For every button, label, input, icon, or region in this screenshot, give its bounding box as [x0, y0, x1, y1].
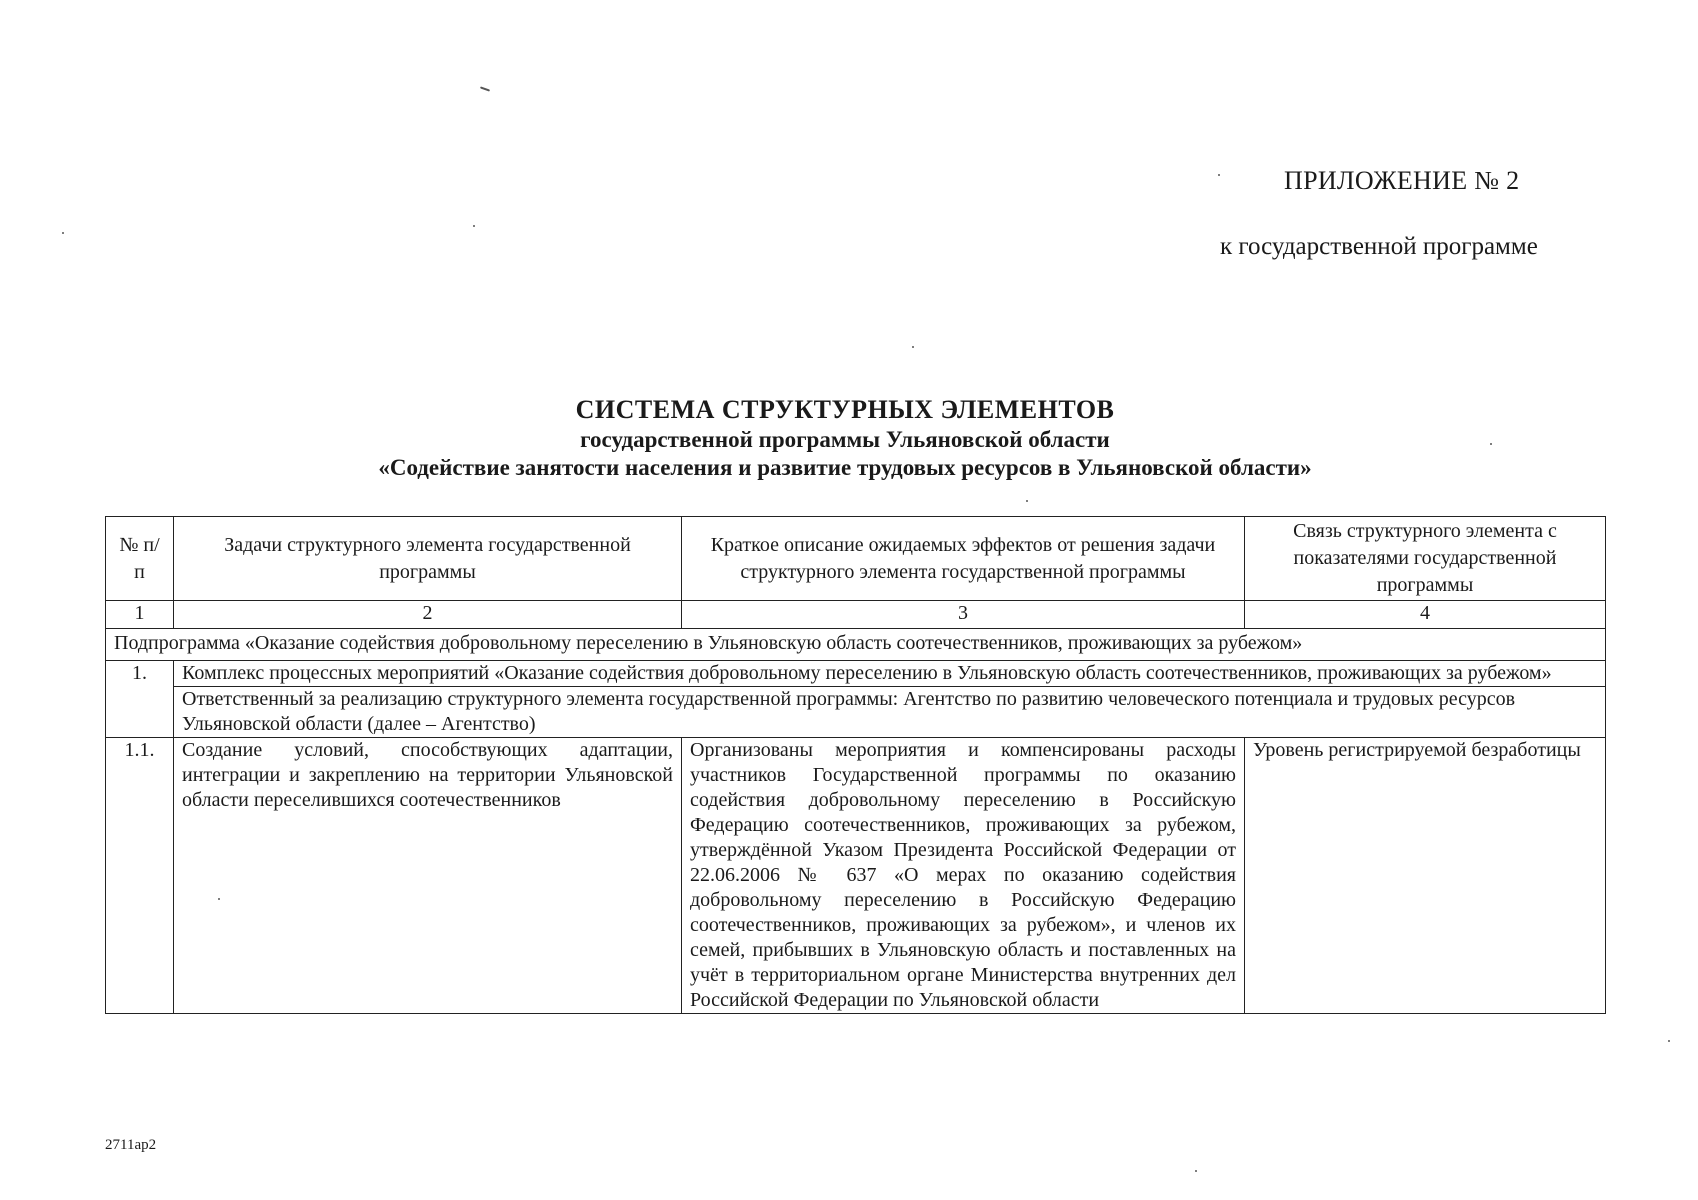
row-indicator: Уровень регистрируемой безработицы: [1245, 738, 1606, 1014]
document-title: [150, 394, 1540, 482]
column-number-4: 4: [1245, 601, 1606, 629]
document-code: 2711ap2: [105, 1137, 157, 1153]
header-tasks: Задачи структурного элемента государственной программы: [174, 517, 682, 601]
row-number: 1.1.: [106, 738, 174, 1014]
table-header-row: [106, 517, 1606, 601]
complex-row: [106, 661, 1606, 687]
complex-title: Комплекс процессных мероприятий «Оказание содействия добровольному переселению в Ульяновскую область соотечественников, проживающих за рубежом»: [174, 661, 1606, 687]
column-number-2: 2: [174, 601, 682, 629]
scan-speck: [1026, 500, 1028, 502]
scan-speck: [1195, 1170, 1197, 1172]
appendix-label: ПРИЛОЖЕНИЕ № 2: [1284, 166, 1520, 195]
appendix-subtitle: к государственной программе: [1220, 233, 1538, 260]
column-number-1: 1: [106, 601, 174, 629]
responsible-text: Ответственный за реализацию структурного элемента государственной программы: Агентство по развитию человеческого потенциала и трудовых ресурсов Ульяновской области (далее – Агентство): [174, 687, 1606, 738]
column-number-row: [106, 601, 1606, 629]
subprogram-title: Подпрограмма «Оказание содействия добровольному переселению в Ульяновскую область соотечественников, проживающих за рубежом»: [106, 629, 1606, 661]
scan-speck: [912, 346, 914, 348]
title-line-1: СИСТЕМА СТРУКТУРНЫХ ЭЛЕМЕНТОВ: [575, 395, 1115, 424]
scan-mark: [480, 86, 490, 91]
header-indicators: Связь структурного элемента с показателями государственной программы: [1245, 517, 1606, 601]
row-effects: Организованы мероприятия и компенсированы расходы участников Государственной программы по оказанию содействия добровольному переселению в Российскую Федерацию соотечественников, проживающих за рубежом, утверждённой Указом Президента Российской Федерации от 22.06.2006 № 637 «О мерах по оказанию содействия добровольному переселению в Российскую Федерацию соотечественников, проживающих за рубежом», и членов их семей, прибывших в Ульяновскую область и поставленных на учёт в территориальном органе Министерства внутренних дел Российской Федерации по Ульяновской области: [682, 738, 1245, 1014]
complex-number: 1.: [106, 661, 174, 738]
column-number-3: 3: [682, 601, 1245, 629]
responsible-row: [106, 687, 1606, 738]
scan-speck: [1218, 174, 1220, 176]
subprogram-row: [106, 629, 1606, 661]
scan-speck: [62, 232, 64, 234]
header-effects: Краткое описание ожидаемых эффектов от решения задачи структурного элемента государственной программы: [682, 517, 1245, 601]
structural-elements-table: [105, 516, 1606, 1014]
title-line-3: «Содействие занятости населения и развитие трудовых ресурсов в Ульяновской области»: [378, 455, 1312, 480]
header-number: № п/п: [106, 517, 174, 601]
scan-speck: [1490, 443, 1492, 445]
scan-speck: [1668, 1040, 1670, 1042]
row-task: Создание условий, способствующих адаптации, интеграции и закреплению на территории Ульяновской области переселившихся соотечественников: [174, 738, 682, 1014]
table-row: [106, 738, 1606, 1014]
scan-speck: [473, 225, 475, 227]
scan-speck: [218, 898, 220, 900]
title-line-2: государственной программы Ульяновской области: [580, 427, 1110, 452]
